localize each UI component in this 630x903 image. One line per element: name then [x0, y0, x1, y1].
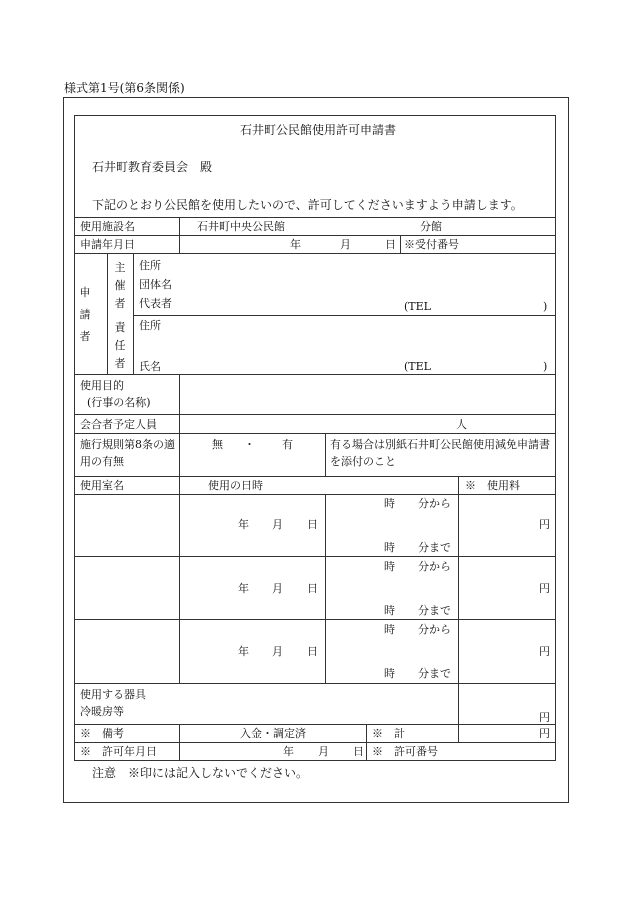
- facility-branch: 分館: [420, 220, 442, 233]
- equipment-yen: 円: [539, 711, 550, 724]
- room-row-month: 月: [272, 582, 283, 595]
- organizer-label: 主催者: [114, 261, 126, 311]
- fee-header: ※ 使用料: [465, 479, 520, 492]
- rule: [74, 619, 556, 620]
- manager-name-label: 氏名: [139, 360, 161, 373]
- rule8-none: 無: [212, 438, 223, 451]
- receipt-number-label: ※受付番号: [404, 238, 459, 251]
- apply-month: 月: [340, 238, 351, 251]
- organizer-rep-label: 代表者: [139, 297, 172, 310]
- room-row-hour-from: 時: [384, 497, 395, 510]
- rule: [325, 433, 326, 476]
- attendees-unit: 人: [456, 418, 467, 431]
- intro-text: 下記のとおり公民館を使用したいので、許可してくださいますよう申請します。: [92, 198, 523, 212]
- rule8-yes: 有: [282, 438, 293, 451]
- apply-year: 年: [290, 238, 301, 251]
- rule: [179, 724, 180, 761]
- manager-tel-close: ): [543, 360, 548, 373]
- room-row-from: 分から: [418, 623, 451, 636]
- rule: [366, 724, 367, 761]
- rule8-dot: ・: [244, 438, 255, 451]
- permit-number-label: ※ 許可番号: [372, 745, 438, 758]
- organizer-address-label: 住所: [139, 259, 161, 272]
- rule: [179, 476, 180, 683]
- room-row-month: 月: [272, 645, 283, 658]
- room-row-year: 年: [238, 518, 249, 531]
- attendees-label: 会合者予定人員: [80, 418, 157, 431]
- applicant-label: 申請者: [79, 286, 91, 343]
- room-row-hour-to: 時: [384, 604, 395, 617]
- manager-tel-open: (TEL: [404, 360, 431, 373]
- rule: [74, 742, 556, 743]
- rule: [325, 494, 326, 683]
- permit-date-label: ※ 許可年月日: [80, 745, 157, 758]
- equipment-sublabel: 冷暖房等: [80, 705, 124, 718]
- form-title: 石井町公民館使用許可申請書: [240, 123, 397, 137]
- room-row-year: 年: [238, 645, 249, 658]
- room-row-day: 日: [307, 645, 318, 658]
- remarks-label: ※ 備考: [80, 727, 124, 740]
- room-row-yen: 円: [539, 645, 550, 658]
- rule: [74, 683, 556, 684]
- purpose-sublabel: (行事の名称): [87, 396, 151, 409]
- room-row-year: 年: [238, 582, 249, 595]
- rule: [458, 476, 459, 742]
- room-row-hour-from: 時: [384, 623, 395, 636]
- rule: [107, 253, 108, 374]
- apply-date-label: 申請年月日: [80, 238, 135, 251]
- rule: [74, 433, 556, 434]
- room-row-yen: 円: [539, 582, 550, 595]
- footnote: 注意 ※印には記入しないでください。: [92, 766, 309, 780]
- datetime-header: 使用の日時: [208, 479, 263, 492]
- room-row-hour-to: 時: [384, 667, 395, 680]
- manager-label: 責任者: [114, 321, 126, 371]
- room-row-yen: 円: [539, 518, 550, 531]
- room-row-to: 分まで: [418, 604, 451, 617]
- room-row-hour-from: 時: [384, 560, 395, 573]
- purpose-label: 使用目的: [80, 379, 124, 392]
- rule: [74, 217, 556, 218]
- room-row-month: 月: [272, 518, 283, 531]
- room-row-from: 分から: [418, 560, 451, 573]
- rule: [74, 235, 556, 236]
- rule: [74, 476, 556, 477]
- room-name-header: 使用室名: [80, 479, 124, 492]
- rule: [74, 494, 556, 495]
- rule: [74, 253, 556, 254]
- permit-day: 日: [353, 745, 364, 758]
- rule: [133, 253, 134, 374]
- room-row-to: 分まで: [418, 667, 451, 680]
- room-row-from: 分から: [418, 497, 451, 510]
- payment-status: 入金・調定済: [240, 727, 306, 740]
- rule8-note: 有る場合は別紙石井町公民館使用減免申請書を添付のこと: [330, 438, 550, 468]
- room-row-day: 日: [307, 518, 318, 531]
- rule: [133, 315, 556, 316]
- total-label: ※ 計: [372, 727, 405, 740]
- organizer-group-label: 団体名: [139, 278, 172, 291]
- permit-month: 月: [318, 745, 329, 758]
- facility-label: 使用施設名: [80, 220, 135, 233]
- room-row-day: 日: [307, 582, 318, 595]
- rule: [400, 235, 401, 253]
- room-row-to: 分まで: [418, 541, 451, 554]
- rule8-label: 施行規則第8条の適用の有無: [80, 438, 175, 468]
- permit-year: 年: [283, 745, 294, 758]
- equipment-label: 使用する器具: [80, 688, 146, 701]
- rule: [74, 414, 556, 415]
- facility-name: 石井町中央公民館: [197, 220, 285, 233]
- organizer-tel-open: (TEL: [404, 300, 431, 313]
- rule: [74, 724, 556, 725]
- rule: [74, 556, 556, 557]
- manager-address-label: 住所: [139, 319, 161, 332]
- apply-day: 日: [385, 238, 396, 251]
- room-row-hour-to: 時: [384, 541, 395, 554]
- total-yen: 円: [539, 727, 550, 740]
- addressee: 石井町教育委員会 殿: [92, 160, 213, 174]
- organizer-tel-close: ): [543, 300, 548, 313]
- rule: [179, 217, 180, 253]
- form-number-label: 様式第1号(第6条関係): [64, 81, 185, 95]
- rule: [74, 374, 556, 375]
